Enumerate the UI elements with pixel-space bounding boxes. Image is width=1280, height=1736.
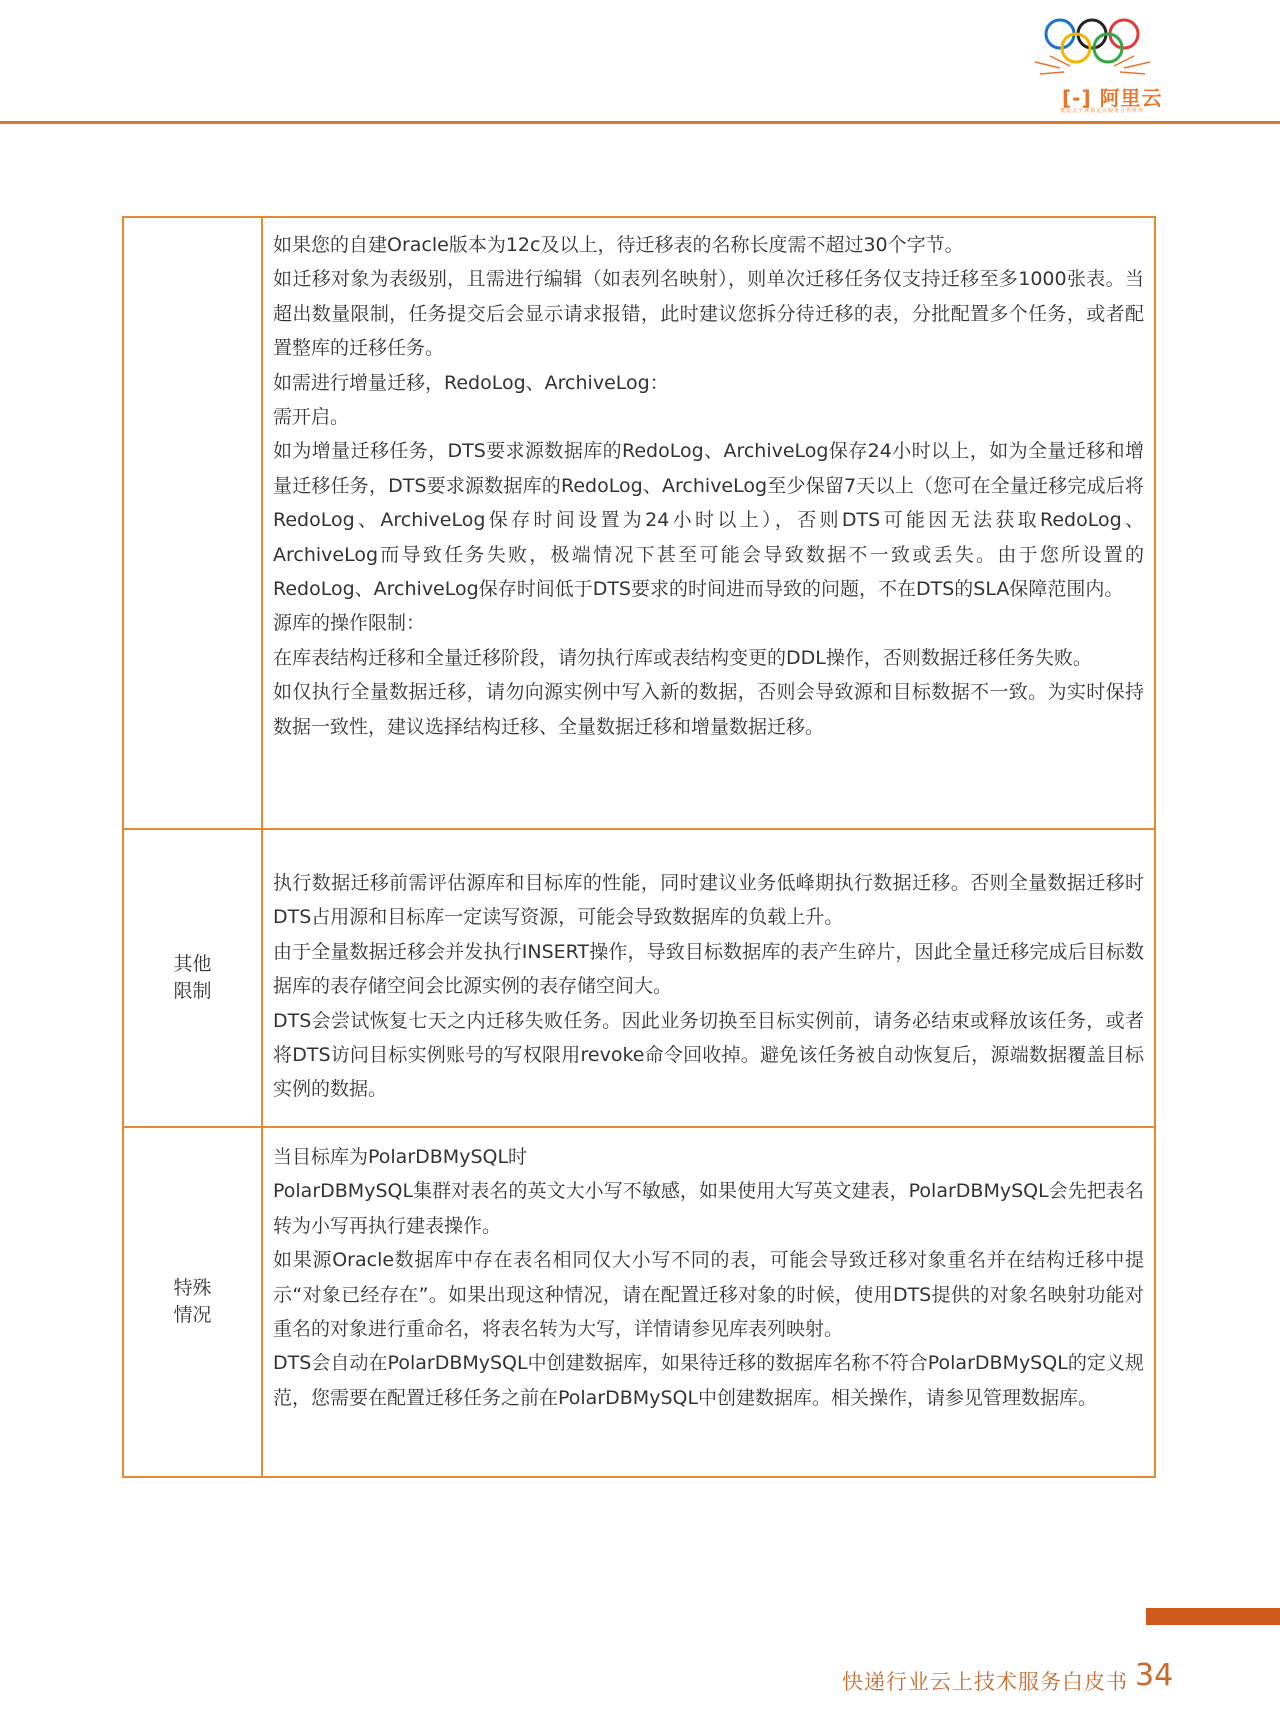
row-content (262, 1127, 1155, 1477)
header-divider (0, 121, 1280, 124)
paragraph: 如果您的自建Oracle版本为12c及以上，待迁移表的名称长度需不超过30个字节。 (273, 234, 964, 256)
olympic-rings-icon (1030, 14, 1180, 84)
footer-accent-bar (1146, 1608, 1280, 1625)
logo-name: 阿里云 (1099, 86, 1163, 110)
page-number: 34 (1135, 1658, 1174, 1693)
label-line: 特殊 (173, 1277, 212, 1299)
paragraph: 当目标库为PolarDBMySQL时 (273, 1146, 528, 1168)
paragraph: 如为增量迁移任务，DTS要求源数据库的RedoLog、ArchiveLog保存24小时以上，如为全量迁移和增量迁移任务，DTS要求源数据库的RedoLog、ArchiveLog至少保留7天以上（您可在全量迁移完成后将RedoLog、ArchiveLog保存时间设置为24小时以上），否则DTS可能因无法获取RedoLog、ArchiveLog而导致任务失败，极端情况下甚至可能会导致数据不一致或丢失。由于您所设置的RedoLog、ArchiveLog保存时间低于DTS要求的时间进而导致的问题，不在DTS的SLA保障范围内。 (273, 440, 1144, 601)
paragraph: 需开启。 (273, 406, 350, 429)
row-label-empty (123, 217, 262, 829)
paragraph: 如迁移对象为表级别，且需进行编辑（如表列名映射），则单次迁移任务仅支持迁移至多1000张表。当超出数量限制，任务提交后会显示请求报错，此时建议您拆分待迁移的表，分批配置多个任务，或者配置整库的迁移任务。 (273, 268, 1144, 360)
table-row (123, 1127, 1155, 1477)
row-content (262, 829, 1155, 1127)
table-row (123, 829, 1155, 1127)
row-content (262, 217, 1155, 829)
table-row (123, 217, 1155, 829)
logo-tagline: 奥运会全球指定云服务合作伙伴 (1060, 108, 1145, 114)
label-line: 其他 (173, 953, 212, 975)
row-label-other-limits (123, 829, 262, 1127)
restrictions-table (122, 216, 1156, 1478)
paragraph: 在库表结构迁移和全量迁移阶段，请勿执行库或表结构变更的DDL操作，否则数据迁移任务失败。 (273, 646, 1092, 669)
aliyun-bracket-icon: [-] (1062, 86, 1092, 110)
label-line: 限制 (173, 980, 212, 1002)
paragraph: 执行数据迁移前需评估源库和目标库的性能，同时建议业务低峰期执行数据迁移。否则全量数据迁移时DTS占用源和目标库一定读写资源，可能会导致数据库的负载上升。 (273, 872, 1144, 929)
paragraph: 由于全量数据迁移会并发执行INSERT操作，导致目标数据库的表产生碎片，因此全量迁移完成后目标数据库的表存储空间会比源实例的表存储空间大。 (273, 940, 1144, 998)
paragraph: DTS会自动在PolarDBMySQL中创建数据库，如果待迁移的数据库名称不符合PolarDBMySQL的定义规范，您需要在配置迁移任务之前在PolarDBMySQL中创建数据库。相关操作，请参见管理数据库。 (273, 1352, 1144, 1409)
paragraph: PolarDBMySQL集群对表名的英文大小写不敏感，如果使用大写英文建表，PolarDBMySQL会先把表名转为小写再执行建表操作。 (273, 1180, 1144, 1237)
paragraph: 如果源Oracle数据库中存在表名相同仅大小写不同的表，可能会导致迁移对象重名并在结构迁移中提示“对象已经存在”。如果出现这种情况，请在配置迁移对象的时候，使用DTS提供的对象名映射功能对重名的对象进行重命名，将表名转为大写，详情请参见库表列映射。 (273, 1249, 1144, 1341)
paragraph: 如需进行增量迁移，RedoLog、ArchiveLog： (273, 371, 669, 394)
footer-title: 快递行业云上技术服务白皮书 (842, 1670, 1128, 1694)
row-label-special-cases (123, 1127, 262, 1477)
paragraph: 源库的操作限制： (273, 612, 426, 635)
paragraph: DTS会尝试恢复七天之内迁移失败任务。因此业务切换至目标实例前，请务必结束或释放该任务，或者将DTS访问目标实例账号的写权限用revoke命令回收掉。避免该任务被自动恢复后，源端数据覆盖目标实例的数据。 (273, 1009, 1144, 1101)
paragraph: 如仅执行全量数据迁移，请勿向源实例中写入新的数据，否则会导致源和目标数据不一致。为实时保持数据一致性，建议选择结构迁移、全量数据迁移和增量数据迁移。 (273, 681, 1144, 738)
label-line: 情况 (173, 1304, 212, 1326)
